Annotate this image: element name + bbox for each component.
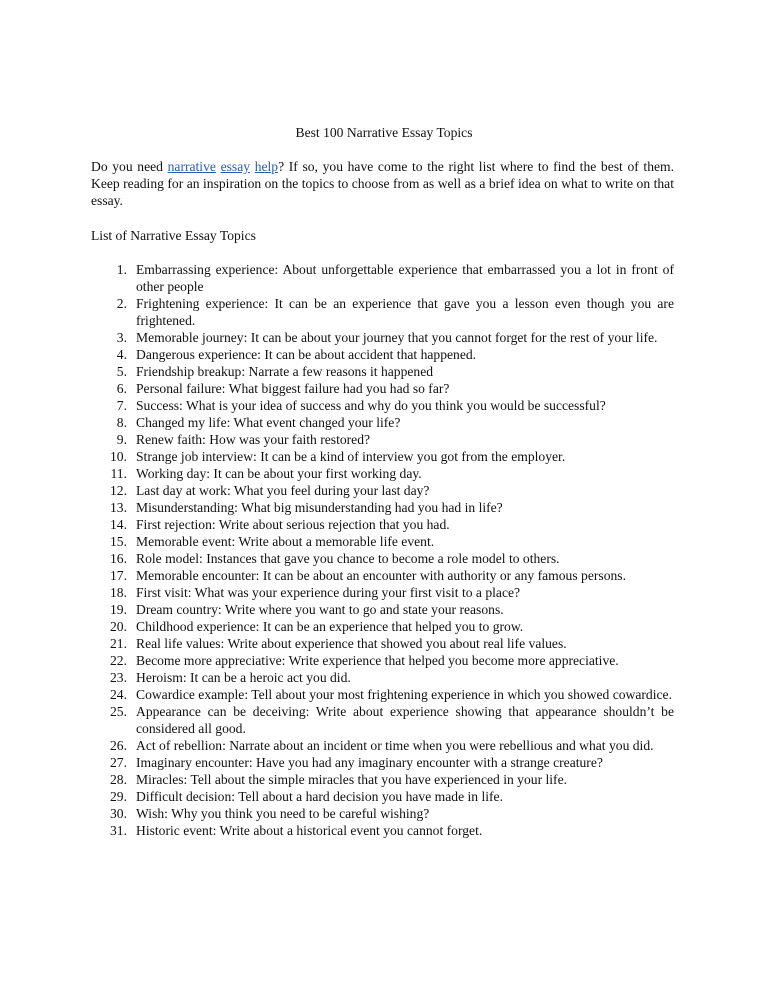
list-item-number: 30. [110,806,127,821]
list-item [91,295,674,329]
list-item [91,567,674,584]
list-item [91,465,674,482]
list-item [91,669,674,686]
list-item-text: Imaginary encounter: Have you had any imaginary encounter with a strange creature? [136,755,603,770]
list-item-number: 23. [110,670,127,685]
list-item [91,414,674,431]
list-item-number: 28. [110,772,127,787]
list-item [91,703,674,737]
list-item-number: 1. [116,262,127,277]
list-item [91,397,674,414]
list-item-number: 16. [110,551,127,566]
list-item-number: 7. [116,398,127,413]
intro-paragraph [91,158,674,209]
list-item [91,329,674,346]
list-item [91,363,674,380]
list-item-text: Become more appreciative: Write experience that helped you become more appreciative. [136,653,619,668]
list-item [91,584,674,601]
list-item-text: Last day at work: What you feel during your last day? [136,483,430,498]
list-heading: List of Narrative Essay Topics [91,228,256,243]
list-item-text: Misunderstanding: What big misunderstanding had you had in life? [136,500,503,515]
list-item-text: Heroism: It can be a heroic act you did. [136,670,351,685]
list-item-text: Dangerous experience: It can be about accident that happened. [136,347,477,362]
topics-list [91,261,674,839]
list-item [91,601,674,618]
list-item-text: Cowardice example: Tell about your most frightening experience in which you showed cowardice. [136,687,672,702]
list-item-text: Childhood experience: It can be an experience that helped you to grow. [136,619,524,634]
list-item [91,261,674,295]
list-item-text: Strange job interview: It can be a kind of interview you got from the employer. [136,449,566,464]
list-item-text: Memorable event: Write about a memorable life event. [136,534,435,549]
list-item-number: 31. [110,823,127,838]
essay-link[interactable]: essay [220,159,251,174]
list-item-number: 15. [110,534,127,549]
list-item [91,380,674,397]
list-item-number: 25. [110,704,127,719]
document-title: Best 100 Narrative Essay Topics [295,125,473,140]
list-item [91,448,674,465]
list-item-number: 29. [110,789,127,804]
intro-suffix: ? If so, you have come to the right list where to find the best of them. Keep reading for an inspiration on the topics to choose from as well as a brief idea on what to write on that essay. [91,159,675,208]
list-item [91,431,674,448]
list-item [91,346,674,363]
list-item-number: 8. [116,415,127,430]
list-item-number: 21. [110,636,127,651]
list-item [91,737,674,754]
list-item-text: Miracles: Tell about the simple miracles that you have experienced in your life. [136,772,568,787]
list-item-text: First visit: What was your experience during your first visit to a place? [136,585,521,600]
list-item [91,771,674,788]
list-item-number: 27. [110,755,127,770]
list-item-number: 2. [116,296,127,311]
list-item-number: 22. [110,653,127,668]
list-item-text: Dream country: Write where you want to go and state your reasons. [136,602,504,617]
list-item-text: Working day: It can be about your first working day. [136,466,422,481]
list-item-text: Act of rebellion: Narrate about an incident or time when you were rebellious and what you did. [136,738,654,753]
list-item-number: 10. [110,449,127,464]
list-item-text: Renew faith: How was your faith restored? [136,432,371,447]
list-item-text: Historic event: Write about a historical event you cannot forget. [136,823,483,838]
list-item-number: 14. [110,517,127,532]
list-item-text: First rejection: Write about serious rejection that you had. [136,517,450,532]
list-item [91,822,674,839]
list-item-text: Changed my life: What event changed your life? [136,415,401,430]
list-item-number: 5. [116,364,127,379]
list-item-text: Role model: Instances that gave you chance to become a role model to others. [136,551,560,566]
list-item-number: 4. [116,347,127,362]
list-item [91,533,674,550]
list-item-number: 26. [110,738,127,753]
list-item [91,805,674,822]
list-item [91,516,674,533]
list-item [91,652,674,669]
list-item [91,686,674,703]
list-item-text: Memorable journey: It can be about your journey that you cannot forget for the rest of your life. [136,330,658,345]
list-item [91,754,674,771]
list-item-text: Frightening experience: It can be an experience that gave you a lesson even though you are frightened. [136,296,674,328]
help-link[interactable]: help [254,159,279,174]
list-item-number: 17. [110,568,127,583]
list-item-number: 3. [116,330,127,345]
list-item [91,788,674,805]
list-item-text: Friendship breakup: Narrate a few reasons it happened [136,364,434,379]
list-item-number: 19. [110,602,127,617]
list-item-text: Embarrassing experience: About unforgettable experience that embarrassed you a lot in front of other people [136,262,674,294]
list-item [91,550,674,567]
list-item-text: Memorable encounter: It can be about an encounter with authority or any famous persons. [136,568,626,583]
list-item-number: 24. [110,687,127,702]
list-item [91,635,674,652]
list-item-number: 9. [116,432,127,447]
list-item [91,618,674,635]
list-item-text: Personal failure: What biggest failure had you had so far? [136,381,450,396]
narrative-link[interactable]: narrative [167,159,216,174]
list-item [91,482,674,499]
list-item-number: 20. [110,619,127,634]
list-item-number: 12. [110,483,127,498]
intro-prefix: Do you need [91,159,168,174]
list-item-text: Success: What is your idea of success and why do you think you would be successful? [136,398,606,413]
list-item-number: 18. [110,585,127,600]
list-item [91,499,674,516]
list-item-text: Wish: Why you think you need to be careful wishing? [136,806,430,821]
list-item-text: Difficult decision: Tell about a hard decision you have made in life. [136,789,503,804]
list-item-text: Real life values: Write about experience that showed you about real life values. [136,636,567,651]
list-item-number: 13. [110,500,127,515]
list-item-number: 11. [110,466,127,481]
list-item-number: 6. [116,381,127,396]
list-item-text: Appearance can be deceiving: Write about experience showing that appearance shouldn’t be considered all good. [136,704,674,736]
